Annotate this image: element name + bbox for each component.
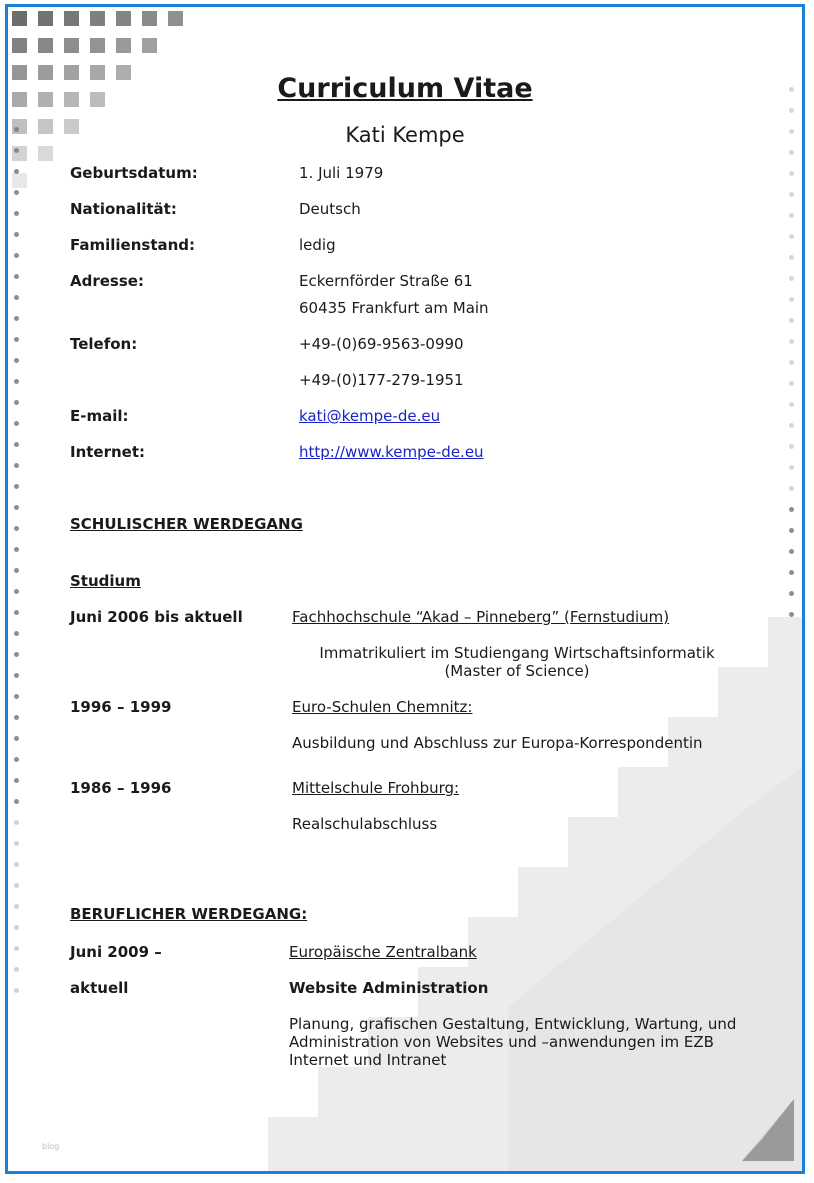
school-detail-1 [292,644,742,680]
career-description [289,1015,736,1069]
school-institution-1: Fachhochschule “Akad – Pinneberg” (Fernstudium) [292,608,670,626]
school-period-3: 1986 – 1996 [70,779,172,797]
career-employer: Europäische Zentralbank [289,943,477,961]
marital-value: ledig [299,236,336,254]
career-role: Website Administration [289,979,489,997]
study-subheading: Studium [70,572,141,590]
career-desc-line3: Internet und Intranet [289,1051,447,1069]
career-period-start: Juni 2009 – [70,943,162,961]
school-institution-3: Mittelschule Frohburg: [292,779,460,797]
phone-label: Telefon: [70,335,138,353]
school-detail-2: Ausbildung und Abschluss zur Europa-Korrespondentin [292,734,703,752]
school-period-2: 1996 – 1999 [70,698,172,716]
school-institution-2: Euro-Schulen Chemnitz: [292,698,473,716]
nationality-value: Deutsch [299,200,361,218]
internet-label: Internet: [70,443,146,461]
address-line1: Eckernförder Straße 61 [299,272,473,290]
birthdate-label: Geburtsdatum: [70,164,198,182]
nationality-label: Nationalität: [70,200,177,218]
school-heading: SCHULISCHER WERDEGANG [70,515,303,533]
career-desc-line2: Administration von Websites und –anwendungen im EZB [289,1033,714,1051]
email-link[interactable]: kati@kempe-de.eu [299,407,441,425]
marital-label: Familienstand: [70,236,196,254]
career-period-end: aktuell [70,979,129,997]
address-label: Adresse: [70,272,144,290]
address-line2: 60435 Frankfurt am Main [299,299,489,317]
page-curl-icon [742,1099,794,1161]
footnote: blog [42,1142,60,1151]
career-desc-line1: Planung, grafischen Gestaltung, Entwicklung, Wartung, und [289,1015,737,1033]
website-link[interactable]: http://www.kempe-de.eu [299,443,484,461]
email-label: E-mail: [70,407,129,425]
career-heading: BERUFLICHER WERDEGANG: [70,905,308,923]
school-detail-1-line1: Immatrikuliert im Studiengang Wirtschaftsinformatik [319,644,715,662]
birthdate-value: 1. Juli 1979 [299,164,384,182]
phone-2: +49-(0)177-279-1951 [299,371,464,389]
school-period-1: Juni 2006 bis aktuell [70,608,243,626]
cv-page [5,4,805,1174]
document-title: Curriculum Vitae [277,73,533,104]
phone-1: +49-(0)69-9563-0990 [299,335,464,353]
person-name: Kati Kempe [345,123,465,147]
school-detail-3: Realschulabschluss [292,815,438,833]
school-detail-1-line2: (Master of Science) [444,662,590,680]
